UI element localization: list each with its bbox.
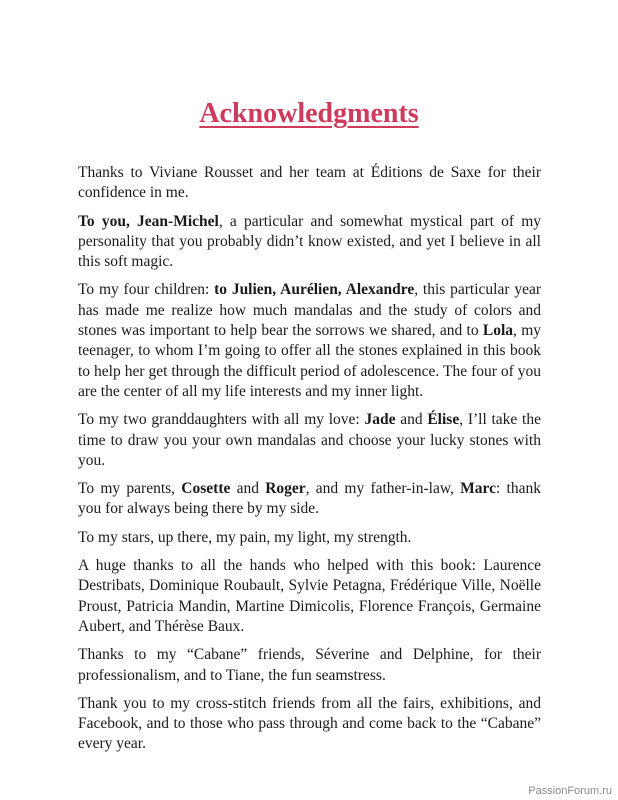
page-title: Acknowledgments <box>199 98 419 129</box>
acknowledgments-body <box>78 163 541 763</box>
bold-name: Élise <box>427 411 460 429</box>
paragraph-parents <box>78 479 541 520</box>
text-run: Thanks to my “Cabane” friends, Séverine and Delphine, for their professionalism, and to Tiane, the fun seamstress. <box>78 646 541 684</box>
text-run: , and my father-in-law, <box>305 480 461 498</box>
paragraph-cross-stitch-friends <box>78 694 541 755</box>
text-run: and <box>395 411 428 429</box>
paragraph-children <box>78 280 541 402</box>
watermark: PassionForum.ru <box>528 785 612 797</box>
text-run: To my two granddaughters with all my love: <box>78 411 365 429</box>
text-run: To my four children: <box>78 281 215 299</box>
text-run: and <box>230 480 266 498</box>
paragraph-jean-michel <box>78 212 541 273</box>
text-run: , a particular and somewhat mystical part of my personality that you probably didn’t know existed, and yet I believe in all this soft magic. <box>78 212 541 271</box>
text-run: Thanks to Viviane Rousset and her team at Éditions de Saxe for their confidence in me. <box>78 164 541 202</box>
bold-name: Marc <box>460 480 496 498</box>
bold-name: Jade <box>364 411 396 429</box>
bold-name: To you, Jean-Michel <box>78 212 219 230</box>
text-run: To my parents, <box>78 480 182 498</box>
text-run: , my teenager, to whom I’m going to offer all the stones explained in this book to help her get through the difficult period of adolescence. The four of you are the center of all my life interests and my inner light. <box>78 322 542 400</box>
text-run: A huge thanks to all the hands who helped with this book: Laurence Destribats, Dominique Roubault, Sylvie Petagna, Frédérique Ville, Noëlle Proust, Patricia Mandin, Martine Dimicolis, Florence François, Germaine Aubert, and Thérèse Baux. <box>78 557 541 635</box>
paragraph-stars <box>78 528 541 548</box>
text-run: To my stars, up there, my pain, my light, my strength. <box>78 528 412 546</box>
bold-name: to Julien, Aurélien, Alexandre <box>214 281 415 299</box>
text-run: , this particular year has made me realize how much mandalas and the study of colors and stones was important to help bear the sorrows we shared, and to <box>78 281 541 340</box>
text-run: Thank you to my cross-stitch friends from all the fairs, exhibitions, and Facebook, and to those who pass through and come back to the “Cabane” every year. <box>78 694 541 753</box>
text-run: : thank you for always being there by my side. <box>78 480 541 518</box>
paragraph-helpers <box>78 556 541 637</box>
paragraph-granddaughters <box>78 410 541 471</box>
bold-name: Roger <box>265 480 306 498</box>
text-run: , I’ll take the time to draw you your own mandalas and choose your lucky stones with you. <box>78 411 541 469</box>
paragraph-editor <box>78 163 541 204</box>
bold-name: Lola <box>482 322 514 340</box>
bold-name: Cosette <box>181 480 231 498</box>
paragraph-cabane-friends <box>78 645 541 686</box>
